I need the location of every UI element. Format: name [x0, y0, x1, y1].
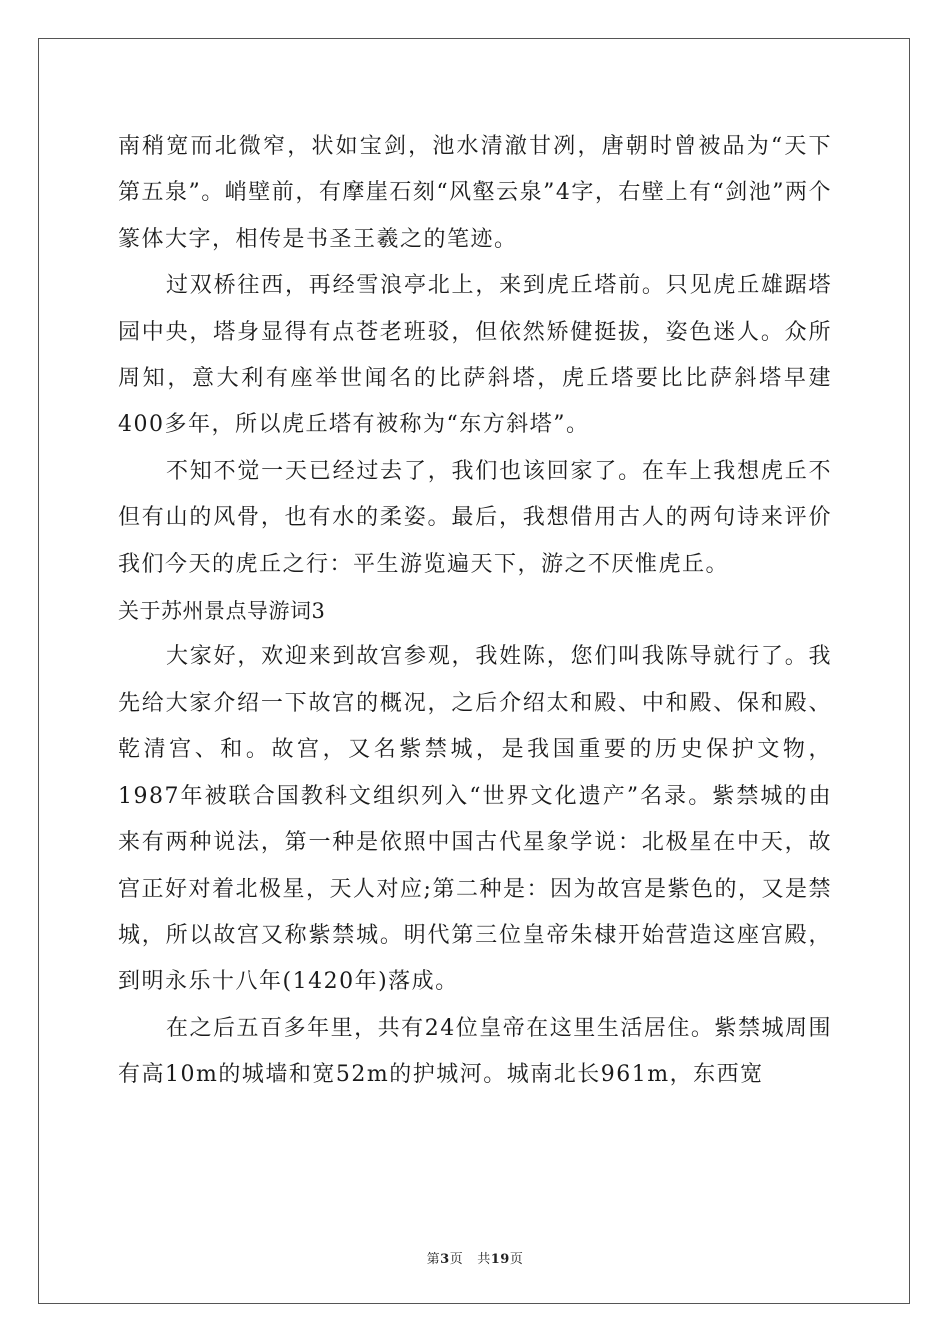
page-total: 19: [490, 1252, 510, 1267]
paragraph-5: 在之后五百多年里，共有24位皇帝在这里生活居住。紫禁城周围有高10m的城墙和宽52m的护城河。城南北长961m，东西宽: [118, 1015, 832, 1088]
page-suffix: 页: [449, 1252, 464, 1267]
paragraph-3: 不知不觉一天已经过去了，我们也该回家了。在车上我想虎丘不但有山的风骨，也有水的柔姿。最后，我想借用古人的两句诗来评价我们今天的虎丘之行：平生游览遍天下，游之不厌惟虎丘。: [118, 458, 832, 577]
paragraph-4: 大家好，欢迎来到故宫参观，我姓陈，您们叫我陈导就行了。我先给大家介绍一下故宫的概况，之后介绍太和殿、中和殿、保和殿、乾清宫、和。故宫，又名紫禁城，是我国重要的历史保护文物，1987年被联合国教科文组织列入“世界文化遗产”名录。紫禁城的由来有两种说法，第一种是依照中国古代星象学说：北极星在中天，故宫正好对着北极星，天人对应;第二种是：因为故宫是紫色的，又是禁城，所以故宫又称紫禁城。明代第三位皇帝朱棣开始营造这座宫殿，到明永乐十八年(1420年)落成。: [118, 644, 833, 995]
page-prefix: 第: [426, 1252, 441, 1267]
paragraph-2: 过双桥往西，再经雪浪亭北上，来到虎丘塔前。只见虎丘雄踞塔园中央，塔身显得有点苍老班驳，但依然矫健挺拔，姿色迷人。众所周知，意大利有座举世闻名的比萨斜塔，虎丘塔要比比萨斜塔早建400多年，所以虎丘塔有被称为“东方斜塔”。: [118, 273, 832, 438]
total-suffix: 页: [509, 1252, 524, 1267]
document-body: [118, 124, 832, 1099]
total-prefix: 共: [477, 1252, 491, 1267]
page-footer: [0, 1248, 950, 1267]
page-current: 3: [440, 1252, 450, 1267]
section-heading: 关于苏州景点导游词3: [118, 599, 326, 624]
paragraph-1: 南稍宽而北微窄，状如宝剑，池水清澈甘冽，唐朝时曾被品为“天下第五泉”。峭壁前，有摩崖石刻“风壑云泉”4字，右壁上有“剑池”两个篆体大字，相传是书圣王羲之的笔迹。: [118, 134, 833, 252]
